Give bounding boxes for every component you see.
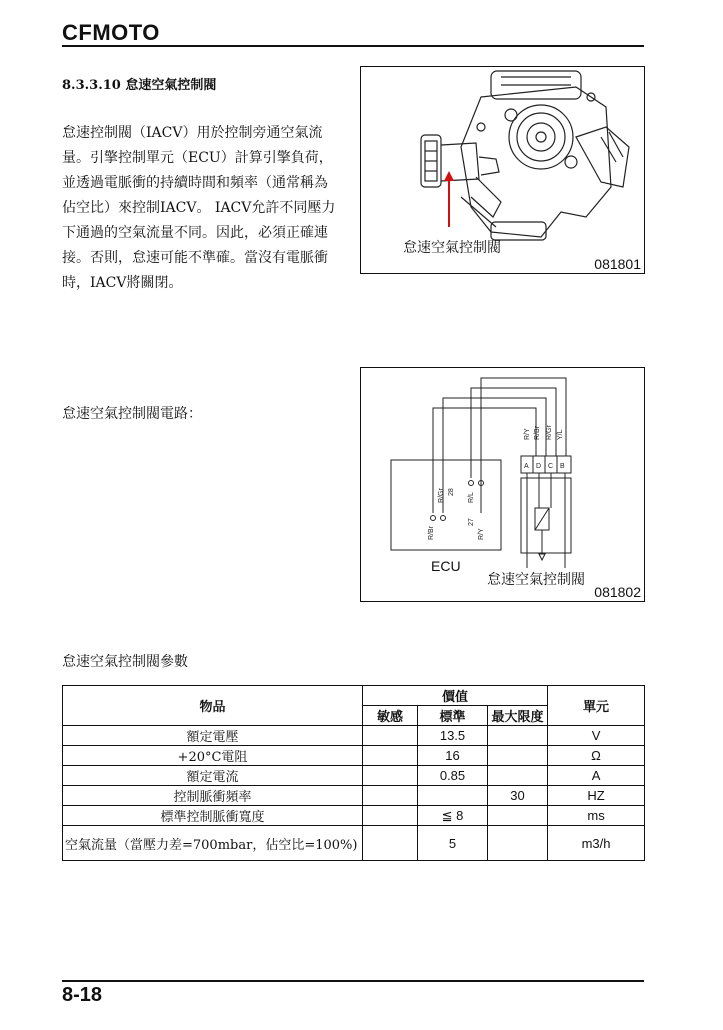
cell-max [488,726,548,746]
cell-unit: V [548,726,645,746]
ecu-pin-label: R/Y [478,528,485,540]
cell-item: 額定電流 [63,766,363,786]
ecu-pin-label: 27 [468,518,475,526]
cell-item: 控制脈衝頻率 [63,786,363,806]
header-std: 標準 [418,706,488,726]
connector-pin-label: B [560,463,565,470]
section-title: 8.3.3.10 怠速空氣控制閥 [62,78,217,93]
table-row [63,826,645,861]
cell-min [363,726,418,746]
body-line: 佔空比）來控制IACV。 IACV允許不同壓力 [62,200,336,216]
cell-max: 30 [488,786,548,806]
footer-rule [62,980,644,982]
cell-unit: A [548,766,645,786]
header-rule [62,45,644,47]
params-table [62,685,645,861]
connector-pin-label: C [548,463,554,470]
wire-label: R/Y [524,428,531,440]
cell-item: +20°C電阻 [63,746,363,766]
cell-unit: HZ [548,786,645,806]
wire-label: R/Gr [546,425,553,440]
section-body [62,121,352,296]
table-row [63,766,645,786]
body-line: 接。否則，怠速可能不準確。當沒有電脈衝 [62,250,328,266]
ecu-pin-label: R/Gr [438,488,445,503]
ecu-pin-label: R/Br [428,526,435,540]
cell-unit: ms [548,806,645,826]
cell-unit: m3/h [548,826,645,861]
body-line: 並透過電脈衝的持續時間和頻率（通常稱為 [62,175,328,191]
figure-throttle-body [360,66,645,274]
cell-min [363,786,418,806]
cell-std: ≦ 8 [418,806,488,826]
cell-min [363,826,418,861]
figure-code: 081802 [594,584,641,600]
header-unit: 單元 [548,686,645,726]
table-row [63,806,645,826]
table-row [63,786,645,806]
cell-item: 空氣流量（當壓力差=700mbar，佔空比=100%) [63,826,363,861]
cell-std: 16 [418,746,488,766]
cell-std: 5 [418,826,488,861]
cell-min [363,746,418,766]
cell-max [488,806,548,826]
body-line: 怠速控制閥（IACV）用於控制旁通空氣流 [62,125,323,141]
header-min: 敏感 [363,706,418,726]
figure-circuit-diagram [360,367,645,602]
ecu-label: ECU [431,558,461,574]
circuit-label: 怠速空氣控制閥電路： [62,406,202,422]
cell-std [418,786,488,806]
figure-caption: 怠速空氣控制閥 [403,240,501,256]
figure-code: 081801 [594,256,641,272]
body-line: 下通過的空氣流量不同。因此，必須正確連 [62,225,328,241]
cell-unit: Ω [548,746,645,766]
header-item: 物品 [63,686,363,726]
header-value: 價值 [363,686,548,706]
cell-max [488,746,548,766]
brand-logo-text: CFMOTO [62,20,160,45]
connector-pin-label: A [524,463,529,470]
ecu-pin-label: 28 [448,488,455,496]
connector-pin-label: D [536,463,542,470]
cell-min [363,766,418,786]
cell-min [363,806,418,826]
table-row [63,726,645,746]
cell-item: 額定電壓 [63,726,363,746]
params-label: 怠速空氣控制閥參數 [62,654,188,670]
wire-label: Y/L [557,429,564,440]
circuit-diagram [361,368,644,601]
body-line: 時，IACV將關閉。 [62,275,183,291]
cell-max [488,766,548,786]
cell-item: 標準控制脈衝寬度 [63,806,363,826]
cell-std: 13.5 [418,726,488,746]
ecu-pin-label: R/L [468,492,475,503]
body-line: 量。引擎控制單元（ECU）計算引擎負荷， [62,150,333,166]
page-number: 8-18 [62,984,103,1006]
cell-std: 0.85 [418,766,488,786]
table-row [63,746,645,766]
cell-max [488,826,548,861]
wire-label: R/Br [534,426,541,440]
header-max: 最大限度 [488,706,548,726]
figure-caption: 怠速空氣控制閥 [487,572,585,588]
